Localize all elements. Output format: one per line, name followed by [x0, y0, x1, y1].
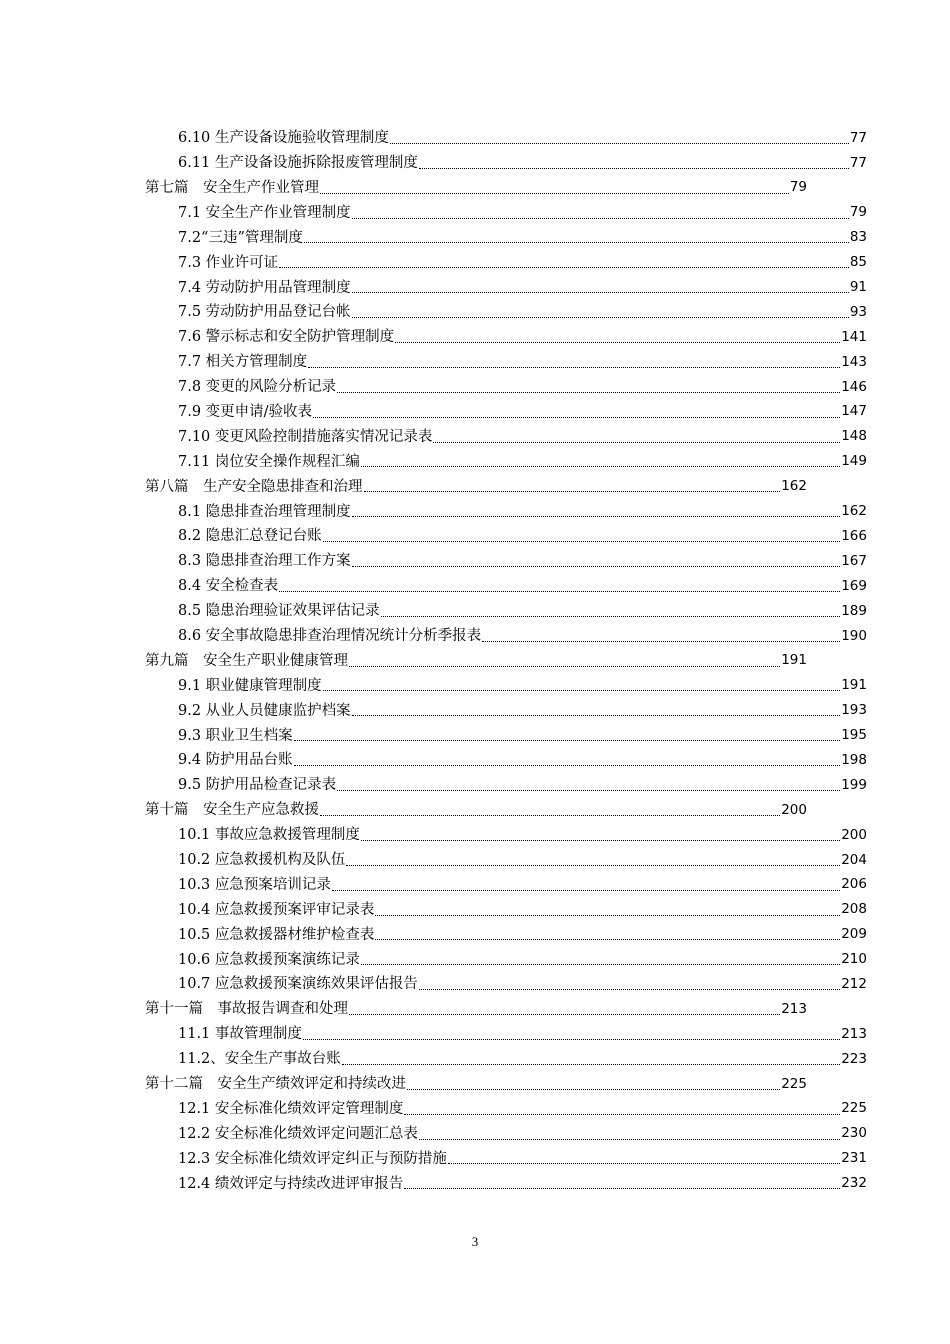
toc-entry-page: 210 — [841, 951, 867, 968]
toc-entry-title: 12.1 安全标准化绩效评定管理制度 — [178, 1100, 404, 1117]
dot-leader — [337, 789, 840, 791]
dot-leader — [361, 839, 840, 841]
toc-entry-title: 8.2 隐患汇总登记台账 — [178, 528, 322, 545]
toc-chapter-entry[interactable] — [0, 798, 807, 823]
toc-section-entry[interactable] — [0, 201, 867, 226]
toc-chapter-entry[interactable] — [0, 649, 807, 674]
dot-leader — [323, 540, 841, 542]
toc-section-entry[interactable] — [0, 823, 867, 848]
toc-entry-title: 8.6 安全事故隐患排查治理情况统计分析季报表 — [178, 628, 482, 644]
toc-section-entry[interactable] — [0, 574, 867, 599]
toc-section-entry[interactable] — [0, 250, 867, 275]
toc-section-entry[interactable] — [0, 549, 867, 574]
dot-leader — [375, 938, 840, 940]
toc-section-entry[interactable] — [0, 698, 867, 723]
dot-leader — [323, 689, 841, 691]
toc-entry-title: 12.4 绩效评定与持续改进评审报告 — [178, 1175, 404, 1192]
toc-entry-title: 第十一篇 事故报告调查和处理 — [145, 1001, 348, 1018]
toc-section-entry[interactable] — [0, 873, 867, 898]
toc-entry-page: 147 — [841, 403, 867, 420]
toc-entry-title: 8.1 隐患排查治理管理制度 — [178, 503, 351, 520]
toc-entry-page: 146 — [841, 378, 867, 395]
dot-leader — [433, 441, 840, 443]
dot-leader — [304, 241, 849, 243]
toc-entry-page: 223 — [841, 1050, 867, 1067]
toc-entry-title: 第七篇 安全生产作业管理 — [145, 179, 319, 196]
toc-section-entry[interactable] — [0, 126, 867, 151]
toc-entry-title: 7.5 劳动防护用品登记台帐 — [178, 304, 351, 321]
toc-entry-title: 8.5 隐患治理验证效果评估记录 — [178, 603, 380, 620]
toc-entry-page: 213 — [781, 1000, 807, 1017]
toc-section-entry[interactable] — [0, 375, 867, 400]
toc-entry-page: 206 — [841, 876, 867, 893]
toc-entry-page: 83 — [849, 229, 867, 246]
toc-section-entry[interactable] — [0, 300, 867, 325]
toc-section-entry[interactable] — [0, 773, 867, 798]
dot-leader — [375, 914, 840, 916]
dot-leader — [352, 714, 841, 716]
toc-entry-page: 232 — [841, 1175, 867, 1192]
dot-leader — [294, 739, 841, 741]
page-number: 3 — [471, 1234, 479, 1249]
toc-entry-title: 7.7 相关方管理制度 — [178, 354, 308, 371]
toc-section-entry[interactable] — [0, 1147, 867, 1172]
toc-section-entry[interactable] — [0, 748, 867, 773]
toc-entry-title: 7.10 变更风险控制措施落实情况记录表 — [178, 428, 433, 445]
toc-entry-page: 85 — [849, 254, 867, 271]
toc-entry-title: 10.1 事故应急救援管理制度 — [178, 827, 360, 844]
toc-section-entry[interactable] — [0, 674, 867, 699]
dot-leader — [404, 1187, 840, 1189]
dot-leader — [346, 864, 840, 866]
toc-entry-page: 189 — [841, 602, 867, 619]
dot-leader — [342, 1063, 840, 1065]
toc-entry-page: 166 — [841, 527, 867, 544]
dot-leader — [352, 515, 841, 517]
dot-leader — [313, 416, 840, 418]
dot-leader — [352, 291, 849, 293]
toc-entry-page: 209 — [841, 926, 867, 943]
toc-entry-page: 193 — [841, 702, 867, 719]
toc-entry-page: 200 — [781, 801, 807, 818]
dot-leader — [390, 142, 849, 144]
toc-entry-page: 141 — [841, 328, 867, 345]
toc-section-entry[interactable] — [0, 1097, 867, 1122]
toc-entry-page: 149 — [841, 453, 867, 470]
toc-entry-page: 79 — [789, 179, 807, 196]
toc-section-entry[interactable] — [0, 848, 867, 873]
toc-section-entry[interactable] — [0, 1022, 867, 1047]
dot-leader — [448, 1162, 840, 1164]
dot-leader — [419, 1138, 840, 1140]
toc-section-entry[interactable] — [0, 972, 867, 997]
dot-leader — [352, 217, 849, 219]
toc-entry-page: 199 — [841, 776, 867, 793]
dot-leader — [308, 366, 840, 368]
dot-leader — [381, 615, 841, 617]
dot-leader — [361, 465, 840, 467]
toc-entry-page: 93 — [849, 303, 867, 320]
toc-entry-page: 204 — [841, 851, 867, 868]
dot-leader — [404, 1113, 840, 1115]
toc-entry-title: 10.4 应急救援预案评审记录表 — [178, 901, 375, 918]
toc-entry-title: 7.3 作业许可证 — [178, 254, 279, 271]
toc-section-entry[interactable] — [0, 1122, 867, 1147]
toc-entry-title: 8.3 隐患排查治理工作方案 — [178, 553, 351, 570]
toc-section-entry[interactable] — [0, 275, 867, 300]
dot-leader — [320, 192, 789, 194]
toc-entry-page: 231 — [841, 1150, 867, 1167]
toc-section-entry[interactable] — [0, 599, 867, 624]
dot-leader — [279, 266, 849, 268]
toc-entry-title: 第十二篇 安全生产绩效评定和持续改进 — [145, 1076, 406, 1093]
toc-entry-title: 11.1 事故管理制度 — [178, 1026, 302, 1043]
toc-entry-page: 77 — [849, 154, 867, 171]
toc-entry-title: 第八篇 生产安全隐患排查和治理 — [145, 478, 363, 495]
dot-leader — [419, 167, 849, 169]
dot-leader — [482, 640, 840, 642]
toc-entry-title: 第十篇 安全生产应急救援 — [145, 802, 319, 819]
toc-entry-title: 6.11 生产设备设施拆除报废管理制度 — [178, 155, 418, 172]
dot-leader — [279, 590, 840, 592]
toc-section-entry[interactable] — [0, 898, 867, 923]
table-of-contents — [0, 126, 950, 1196]
toc-section-entry[interactable] — [0, 524, 867, 549]
dot-leader — [364, 490, 781, 492]
toc-entry-title: 9.5 防护用品检查记录表 — [178, 777, 337, 794]
toc-entry-page: 91 — [849, 279, 867, 296]
toc-section-entry[interactable] — [0, 723, 867, 748]
toc-chapter-entry[interactable] — [0, 176, 807, 201]
toc-entry-title: 8.4 安全检查表 — [178, 578, 279, 595]
toc-entry-title: 7.11 岗位安全操作规程汇编 — [178, 453, 360, 470]
toc-section-entry[interactable] — [0, 151, 867, 176]
toc-entry-title: 10.3 应急预案培训记录 — [178, 876, 331, 893]
toc-entry-page: 143 — [841, 353, 867, 370]
dot-leader — [337, 391, 840, 393]
toc-chapter-entry[interactable] — [0, 1072, 807, 1097]
toc-section-entry[interactable] — [0, 400, 867, 425]
toc-entry-title: 11.2、安全生产事故台账 — [178, 1051, 341, 1068]
toc-entry-title: 12.3 安全标准化绩效评定纠正与预防措施 — [178, 1150, 447, 1167]
toc-section-entry[interactable] — [0, 450, 867, 475]
toc-entry-title: 10.7 应急救援预案演练效果评估报告 — [178, 976, 418, 993]
toc-section-entry[interactable] — [0, 226, 867, 251]
toc-entry-title: 9.2 从业人员健康监护档案 — [178, 702, 351, 719]
dot-leader — [352, 316, 849, 318]
toc-entry-title: 9.4 防护用品台账 — [178, 752, 293, 769]
dot-leader — [320, 814, 780, 816]
toc-entry-page: 230 — [841, 1125, 867, 1142]
toc-section-entry[interactable] — [0, 947, 867, 972]
toc-entry-title: 7.4 劳动防护用品管理制度 — [178, 279, 351, 296]
toc-entry-page: 77 — [849, 129, 867, 146]
dot-leader — [419, 988, 840, 990]
toc-entry-page: 79 — [849, 204, 867, 221]
toc-section-entry[interactable] — [0, 1047, 867, 1072]
toc-entry-title: 7.2“三违”管理制度 — [178, 229, 303, 246]
toc-entry-page: 191 — [781, 652, 807, 669]
toc-entry-page: 225 — [781, 1075, 807, 1092]
toc-entry-title: 7.9 变更申请/验收表 — [178, 403, 313, 420]
dot-leader — [407, 1088, 780, 1090]
toc-entry-title: 第九篇 安全生产职业健康管理 — [145, 652, 348, 669]
toc-entry-title: 7.6 警示标志和安全防护管理制度 — [178, 329, 395, 346]
toc-section-entry[interactable] — [0, 350, 867, 375]
toc-section-entry[interactable] — [0, 1171, 867, 1196]
toc-section-entry[interactable] — [0, 624, 867, 649]
toc-entry-page: 198 — [841, 751, 867, 768]
dot-leader — [332, 889, 840, 891]
toc-entry-title: 10.6 应急救援预案演练记录 — [178, 951, 360, 968]
toc-entry-page: 162 — [841, 503, 867, 520]
toc-section-entry[interactable] — [0, 425, 867, 450]
toc-entry-title: 7.8 变更的风险分析记录 — [178, 379, 337, 396]
toc-entry-page: 191 — [841, 677, 867, 694]
dot-leader — [395, 341, 840, 343]
dot-leader — [352, 565, 841, 567]
toc-entry-page: 148 — [841, 428, 867, 445]
toc-section-entry[interactable] — [0, 499, 867, 524]
toc-entry-page: 225 — [841, 1100, 867, 1117]
dot-leader — [303, 1038, 840, 1040]
dot-leader — [349, 1013, 780, 1015]
toc-section-entry[interactable] — [0, 923, 867, 948]
toc-entry-title: 12.2 安全标准化绩效评定问题汇总表 — [178, 1125, 418, 1142]
toc-entry-page: 195 — [841, 727, 867, 744]
toc-chapter-entry[interactable] — [0, 997, 807, 1022]
toc-entry-page: 212 — [841, 975, 867, 992]
toc-entry-page: 169 — [841, 577, 867, 594]
toc-entry-page: 162 — [781, 478, 807, 495]
toc-entry-title: 7.1 安全生产作业管理制度 — [178, 204, 351, 221]
toc-entry-title: 10.5 应急救援器材维护检查表 — [178, 926, 375, 943]
toc-entry-title: 9.3 职业卫生档案 — [178, 727, 293, 744]
toc-entry-title: 10.2 应急救援机构及队伍 — [178, 852, 346, 869]
toc-entry-page: 200 — [841, 826, 867, 843]
toc-entry-page: 213 — [841, 1025, 867, 1042]
toc-entry-title: 6.10 生产设备设施验收管理制度 — [178, 130, 389, 147]
dot-leader — [361, 963, 840, 965]
dot-leader — [349, 665, 780, 667]
toc-entry-page: 190 — [841, 627, 867, 644]
toc-section-entry[interactable] — [0, 325, 867, 350]
toc-entry-title: 9.1 职业健康管理制度 — [178, 677, 322, 694]
toc-entry-page: 167 — [841, 552, 867, 569]
toc-chapter-entry[interactable] — [0, 474, 807, 499]
toc-entry-page: 208 — [841, 901, 867, 918]
dot-leader — [294, 764, 841, 766]
